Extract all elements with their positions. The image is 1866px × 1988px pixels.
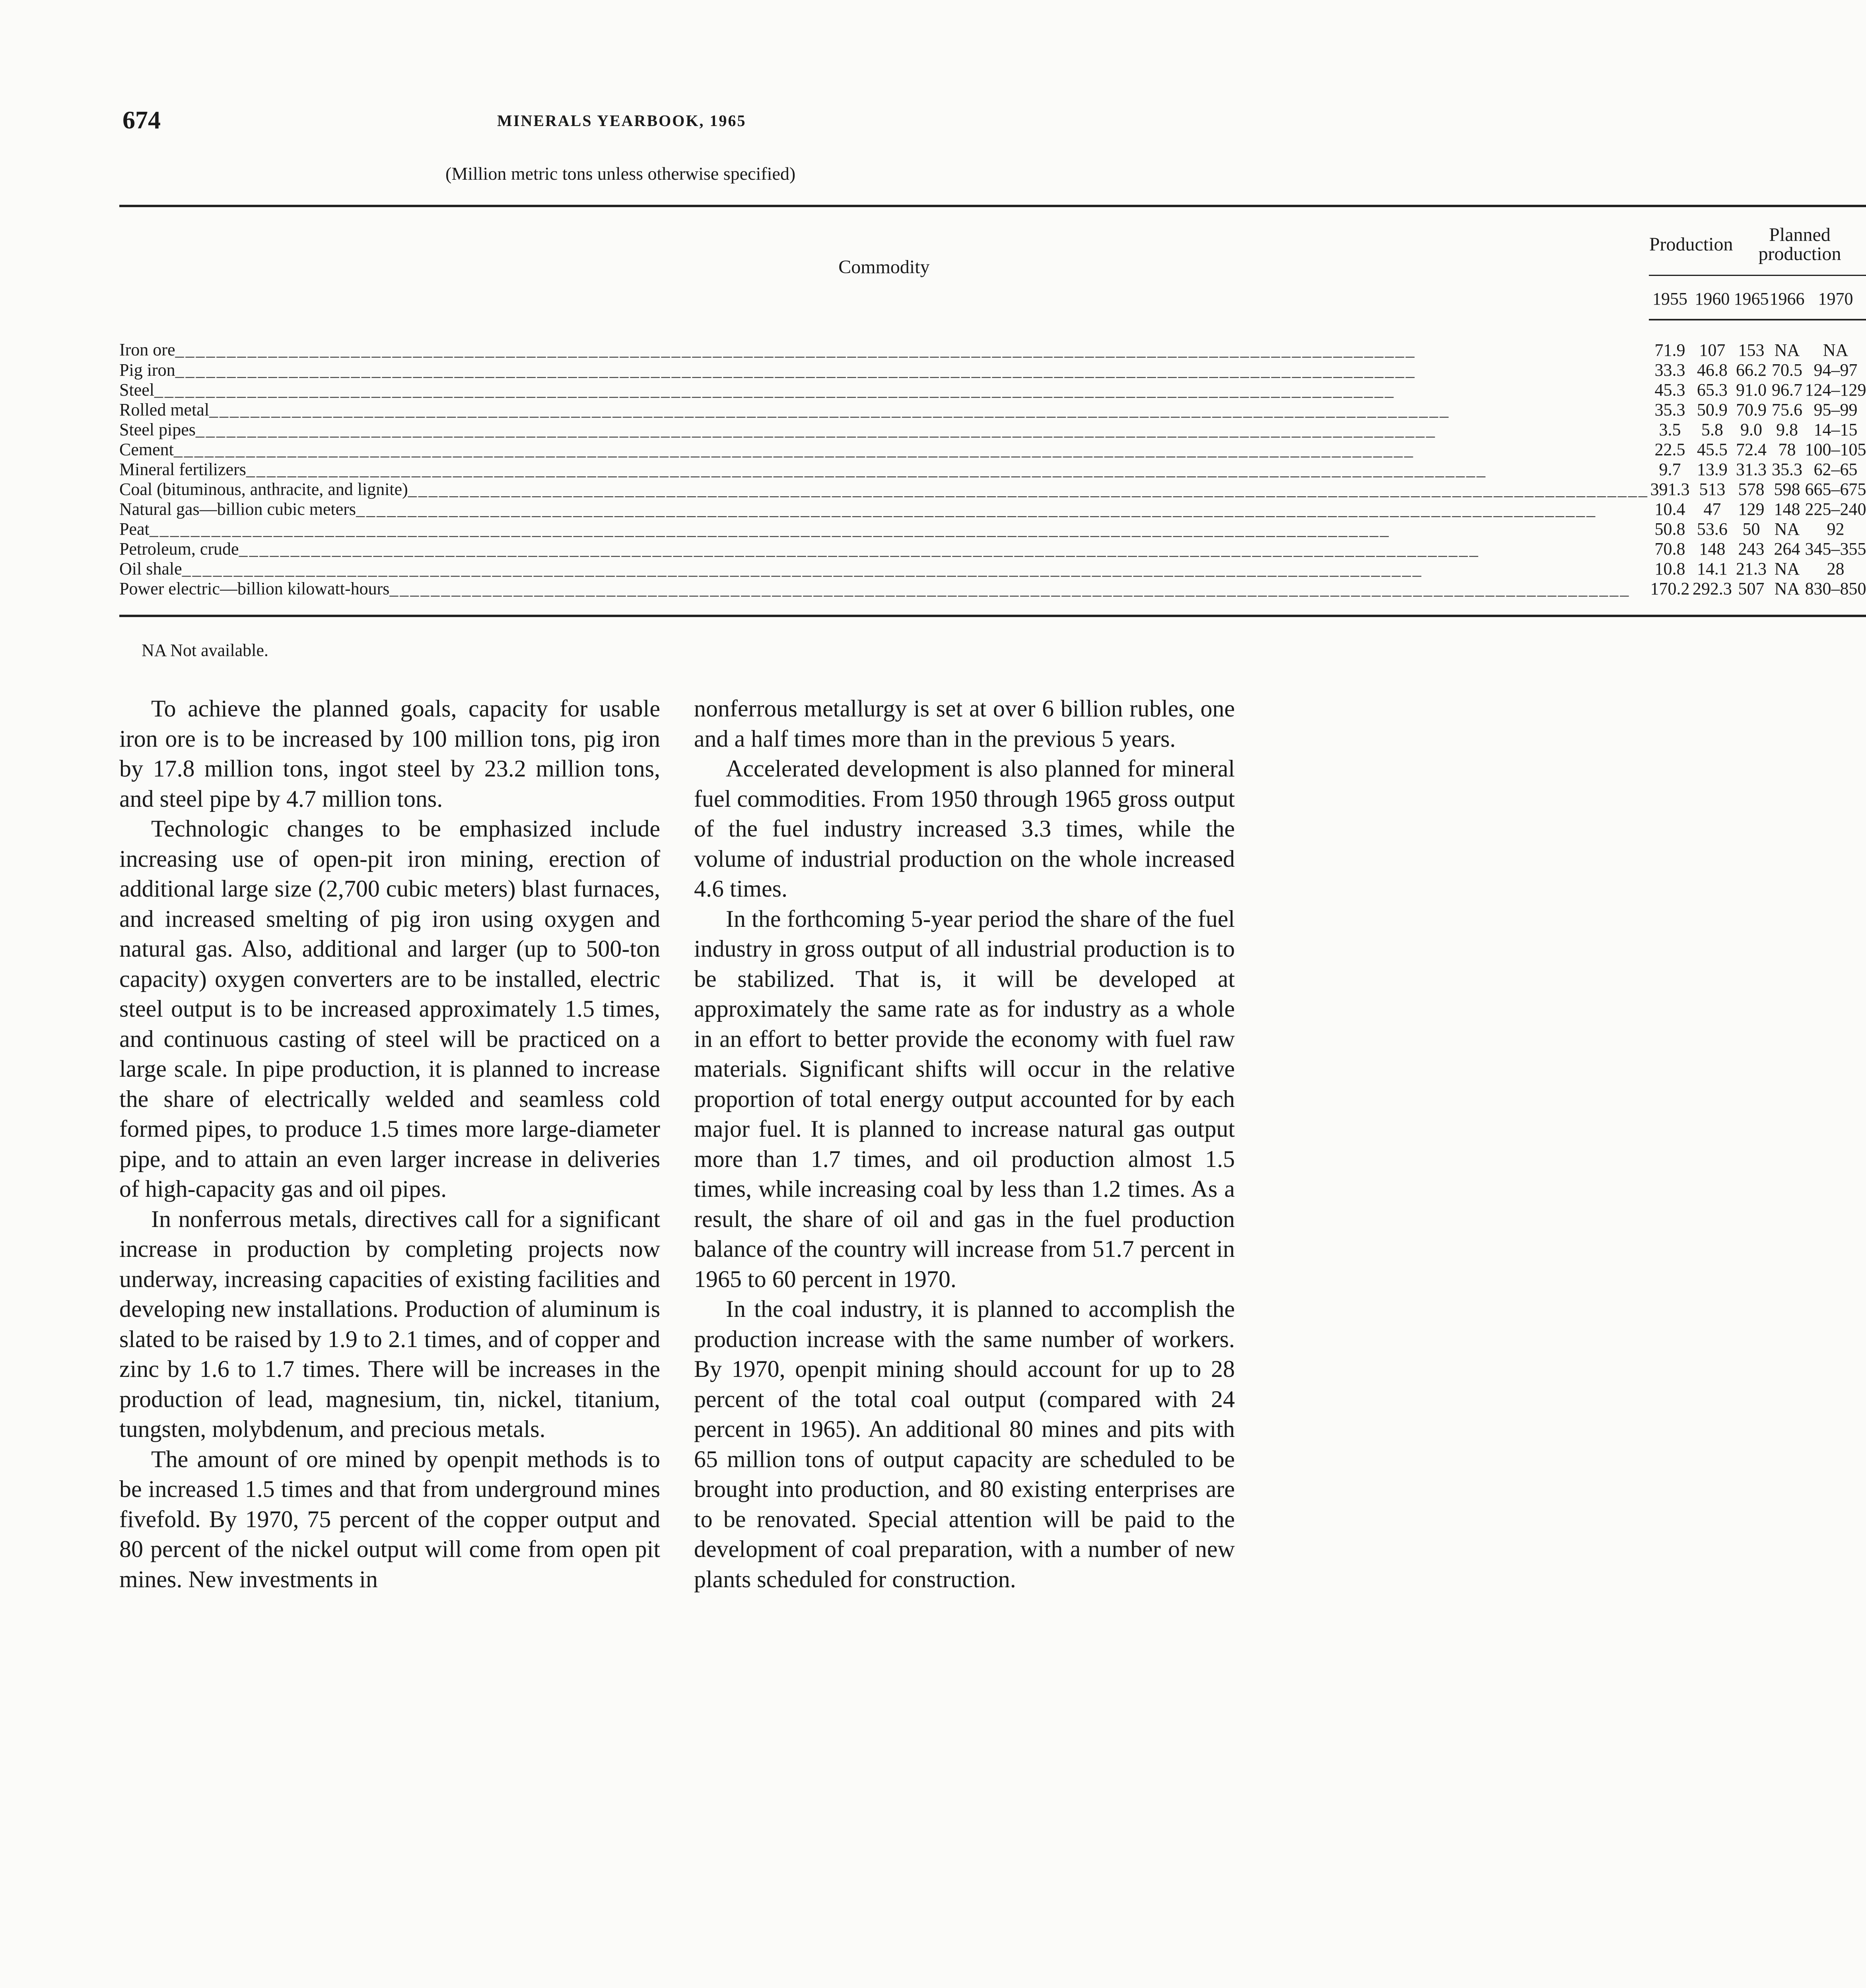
table-row (119, 380, 1866, 400)
value-cell-1966: 148 (1774, 499, 1800, 519)
commodity-name: Iron ore (119, 340, 175, 359)
commodity-cell (119, 360, 1649, 380)
value-cell-1955: 70.8 (1654, 539, 1685, 559)
year-header-1960: 1960 (1691, 276, 1733, 320)
commodity-cell (119, 440, 1649, 460)
value-cell-1965: 66.2 (1736, 360, 1767, 380)
table-row (119, 320, 1866, 360)
table-row (119, 579, 1866, 616)
table-row (119, 400, 1866, 420)
value-cell-1965: 243 (1738, 539, 1765, 559)
paragraph: The amount of ore mined by openpit methods is to be increased 1.5 times and that from underground mines fivefold. By 1970, 75 percent of the copper output and 80 percent of the nickel output will come from open pit mines. New investments in (119, 1446, 660, 1592)
value-cell-1955: 9.7 (1659, 460, 1681, 479)
commodity-cell (119, 519, 1649, 539)
right-text-column (694, 694, 1235, 1594)
commodity-name: Rolled metal (119, 400, 210, 419)
dot-leader: ________________________________________________________________________________________________________________________ (149, 519, 1390, 539)
value-cell-1960: 292.3 (1691, 579, 1733, 616)
value-cell-1970: 225–240 (1805, 499, 1866, 519)
paragraph: nonferrous metallurgy is set at over 6 billion rubles, one and a half times more than in the previous 5 years. (694, 695, 1235, 752)
commodity-cell (119, 400, 1649, 420)
value-cell-1970: 124–129 (1805, 380, 1866, 400)
commodity-cell (119, 320, 1649, 360)
table-row (119, 559, 1866, 579)
commodity-name: Oil shale (119, 559, 182, 579)
commodity-name: Coal (bituminous, anthracite, and lignite) (119, 480, 408, 499)
value-cell-1960: 53.6 (1697, 519, 1728, 539)
page-number: 674 (122, 106, 161, 134)
table-row (119, 539, 1866, 559)
value-cell-1970: 92 (1827, 519, 1845, 539)
value-cell-1955: 391.3 (1650, 480, 1690, 499)
commodity-cell (119, 539, 1649, 559)
production-table (119, 205, 1866, 617)
paragraph: Technologic changes to be emphasized include increasing use of open-pit iron mining, erection of additional large size (2,700 cubic meters) blast furnaces, and increased smelting of pig iron using oxygen and natural gas. Also, additional and larger (up to 500-ton capacity) oxygen converters are to be installed, electric steel output is to be increased approximately 1.5 times, and continuous casting of steel will be practiced on a large scale. In pipe production, it is planned to increase the share of electrically welded and seamless cold formed pipes, to produce 1.5 times more large-diameter pipe, and to attain an even larger increase in deliveries of high-capacity gas and oil pipes. (119, 815, 660, 1202)
paragraph: In the forthcoming 5-year period the share of the fuel industry in gross output of all industrial production is to be stabilized. That is, it will be developed at approximately the same rate as for industry as a whole in an effort to better provide the economy with fuel raw materials. Significant shifts will occur in the relative proportion of total energy output accounted for by each major fuel. It is planned to increase natural gas output more than 1.7 times, and oil production almost 1.5 times, while increasing coal by less than 1.2 times. As a result, the share of oil and gas in the fuel production balance of the country will increase from 51.7 percent in 1965 to 60 percent in 1970. (694, 905, 1235, 1292)
production-header: Production (1649, 206, 1734, 276)
value-cell-1965: 72.4 (1736, 440, 1767, 459)
dot-leader: ________________________________________________________________________________________________________________________ (389, 579, 1631, 598)
left-text-column (119, 694, 660, 1594)
table-row (119, 460, 1866, 480)
commodity-name: Natural gas—billion cubic meters (119, 499, 356, 519)
value-cell-1955: 50.8 (1654, 519, 1685, 539)
value-cell-1955: 35.3 (1654, 400, 1685, 419)
table-row (119, 519, 1866, 539)
commodity-name: Steel pipes (119, 420, 196, 439)
paragraph: In the coal industry, it is planned to accomplish the production increase with the same number of workers. By 1970, openpit mining should account for up to 28 percent of the total coal output (compared with 24 percent in 1965). An additional 80 mines and pits with 65 million tons of output capacity are scheduled to be brought into production, and 80 existing enterprises are to be renovated. Special attention will be paid to the development of coal preparation, with a number of new plants scheduled for construction. (694, 1296, 1235, 1592)
value-cell-1960: 47 (1703, 499, 1721, 519)
dot-leader: ________________________________________________________________________________________________________________________ (182, 559, 1423, 579)
commodity-cell (119, 579, 1649, 616)
table-row (119, 499, 1866, 519)
value-cell-1966: 78 (1778, 440, 1796, 459)
table-row (119, 360, 1866, 380)
dot-leader: ________________________________________________________________________________________________________________________ (175, 340, 1416, 359)
value-cell-1960: 148 (1699, 539, 1726, 559)
dot-leader: ________________________________________________________________________________________________________________________ (195, 420, 1436, 439)
paragraph: In nonferrous metals, directives call for a significant increase in production by completing projects now underway, increasing capacities of existing facilities and developing new installations. Production of aluminum is slated to be raised by 1.9 to 2.1 times, and of copper and zinc by 1.6 to 1.7 times. There will be increases in the production of lead, magnesium, tin, nickel, titanium, tungsten, molybdenum, and precious metals. (119, 1206, 660, 1442)
commodity-cell (119, 559, 1649, 579)
value-cell-1960: 14.1 (1697, 559, 1728, 579)
value-cell-1960: 513 (1699, 480, 1726, 499)
dot-leader: ________________________________________________________________________________________________________________________ (408, 480, 1649, 499)
value-cell-1966: 264 (1774, 539, 1800, 559)
paragraph: Accelerated development is also planned for mineral fuel commodities. From 1950 through 1965 gross output of the fuel industry increased 3.3 times, while the volume of industrial production on the whole increased 4.6 times. (694, 755, 1235, 902)
commodity-name: Pig iron (119, 360, 175, 380)
value-cell-1966: 9.8 (1776, 420, 1798, 439)
value-cell-1966: 70.5 (1771, 360, 1802, 380)
planned-production-header: Planned production (1733, 206, 1866, 276)
commodity-cell (119, 380, 1649, 400)
value-cell-1970: 28 (1827, 559, 1845, 579)
value-cell-1970: 830–850 (1805, 579, 1866, 616)
value-cell-1966: 96.7 (1771, 380, 1802, 400)
dot-leader: ________________________________________________________________________________________________________________________ (356, 499, 1597, 519)
value-cell-1970: 100–105 (1805, 440, 1866, 459)
value-cell-1965: 507 (1733, 579, 1769, 616)
value-cell-1960: 65.3 (1697, 380, 1728, 400)
dot-leader: ________________________________________________________________________________________________________________________ (173, 440, 1415, 459)
value-cell-1970: 345–355 (1805, 539, 1866, 559)
value-cell-1955: 10.8 (1654, 559, 1685, 579)
value-cell-1955: 71.9 (1654, 340, 1685, 360)
dot-leader: ________________________________________________________________________________________________________________________ (246, 460, 1487, 479)
running-head: MINERALS YEARBOOK, 1965 (497, 112, 746, 130)
value-cell-1955: 3.5 (1659, 420, 1681, 439)
value-cell-1960: 5.8 (1701, 420, 1723, 439)
table-row (119, 480, 1866, 499)
value-cell-1965: 70.9 (1736, 400, 1767, 419)
dot-leader: ________________________________________________________________________________________________________________________ (154, 380, 1395, 400)
value-cell-1965: 578 (1738, 480, 1765, 499)
commodity-header: Commodity (119, 206, 1649, 320)
value-cell-1955: 170.2 (1649, 579, 1691, 616)
commodity-name: Cement (119, 440, 174, 459)
year-header-1970: 1970 (1805, 276, 1866, 320)
dot-leader: ________________________________________________________________________________________________________________________ (175, 360, 1416, 380)
value-cell-1955: 45.3 (1654, 380, 1685, 400)
commodity-cell (119, 460, 1649, 480)
commodity-name: Mineral fertilizers (119, 460, 246, 479)
value-cell-1970: 665–675 (1805, 480, 1866, 499)
value-cell-1955: 22.5 (1654, 440, 1685, 459)
year-header-1966: 1966 (1769, 276, 1805, 320)
table-row (119, 420, 1866, 440)
commodity-name: Power electric—billion kilowatt-hours (119, 579, 390, 598)
value-cell-1965: 31.3 (1736, 460, 1767, 479)
table-footnote: NA Not available. (142, 641, 268, 660)
value-cell-1965: 129 (1738, 499, 1765, 519)
paragraph: To achieve the planned goals, capacity for usable iron ore is to be increased by 100 million tons, pig iron by 17.8 million tons, ingot steel by 23.2 million tons, and steel pipe by 4.7 million tons. (119, 695, 660, 812)
commodity-cell (119, 480, 1649, 499)
value-cell-1965: 153 (1738, 340, 1765, 360)
commodity-cell (119, 499, 1649, 519)
dot-leader: ________________________________________________________________________________________________________________________ (209, 400, 1450, 419)
value-cell-1970: NA (1823, 340, 1849, 360)
value-cell-1966: 75.6 (1771, 400, 1802, 419)
value-cell-1966: 35.3 (1771, 460, 1802, 479)
value-cell-1966: NA (1769, 579, 1805, 616)
value-cell-1960: 46.8 (1697, 360, 1728, 380)
value-cell-1960: 13.9 (1697, 460, 1728, 479)
value-cell-1970: 95–99 (1814, 400, 1858, 419)
value-cell-1970: 62–65 (1814, 460, 1858, 479)
commodity-name: Petroleum, crude (119, 539, 239, 559)
year-header-1955: 1955 (1649, 276, 1691, 320)
value-cell-1965: 50 (1742, 519, 1760, 539)
value-cell-1970: 94–97 (1814, 360, 1858, 380)
value-cell-1966: 598 (1774, 480, 1800, 499)
value-cell-1966: NA (1774, 559, 1800, 579)
year-header-1965: 1965 (1733, 276, 1769, 320)
table-body (119, 320, 1866, 616)
dot-leader: ________________________________________________________________________________________________________________________ (239, 539, 1480, 559)
table-units-note: (Million metric tons unless otherwise specified) (445, 163, 796, 184)
value-cell-1960: 45.5 (1697, 440, 1728, 459)
value-cell-1955: 10.4 (1654, 499, 1685, 519)
value-cell-1970: 14–15 (1814, 420, 1858, 439)
value-cell-1966: NA (1774, 340, 1800, 360)
value-cell-1965: 91.0 (1736, 380, 1767, 400)
value-cell-1965: 9.0 (1740, 420, 1762, 439)
value-cell-1966: NA (1774, 519, 1800, 539)
value-cell-1965: 21.3 (1736, 559, 1767, 579)
value-cell-1960: 50.9 (1697, 400, 1728, 419)
commodity-name: Steel (119, 380, 154, 400)
commodity-cell (119, 420, 1649, 440)
commodity-name: Peat (119, 519, 150, 539)
table-row (119, 440, 1866, 460)
value-cell-1960: 107 (1699, 340, 1726, 360)
value-cell-1955: 33.3 (1654, 360, 1685, 380)
